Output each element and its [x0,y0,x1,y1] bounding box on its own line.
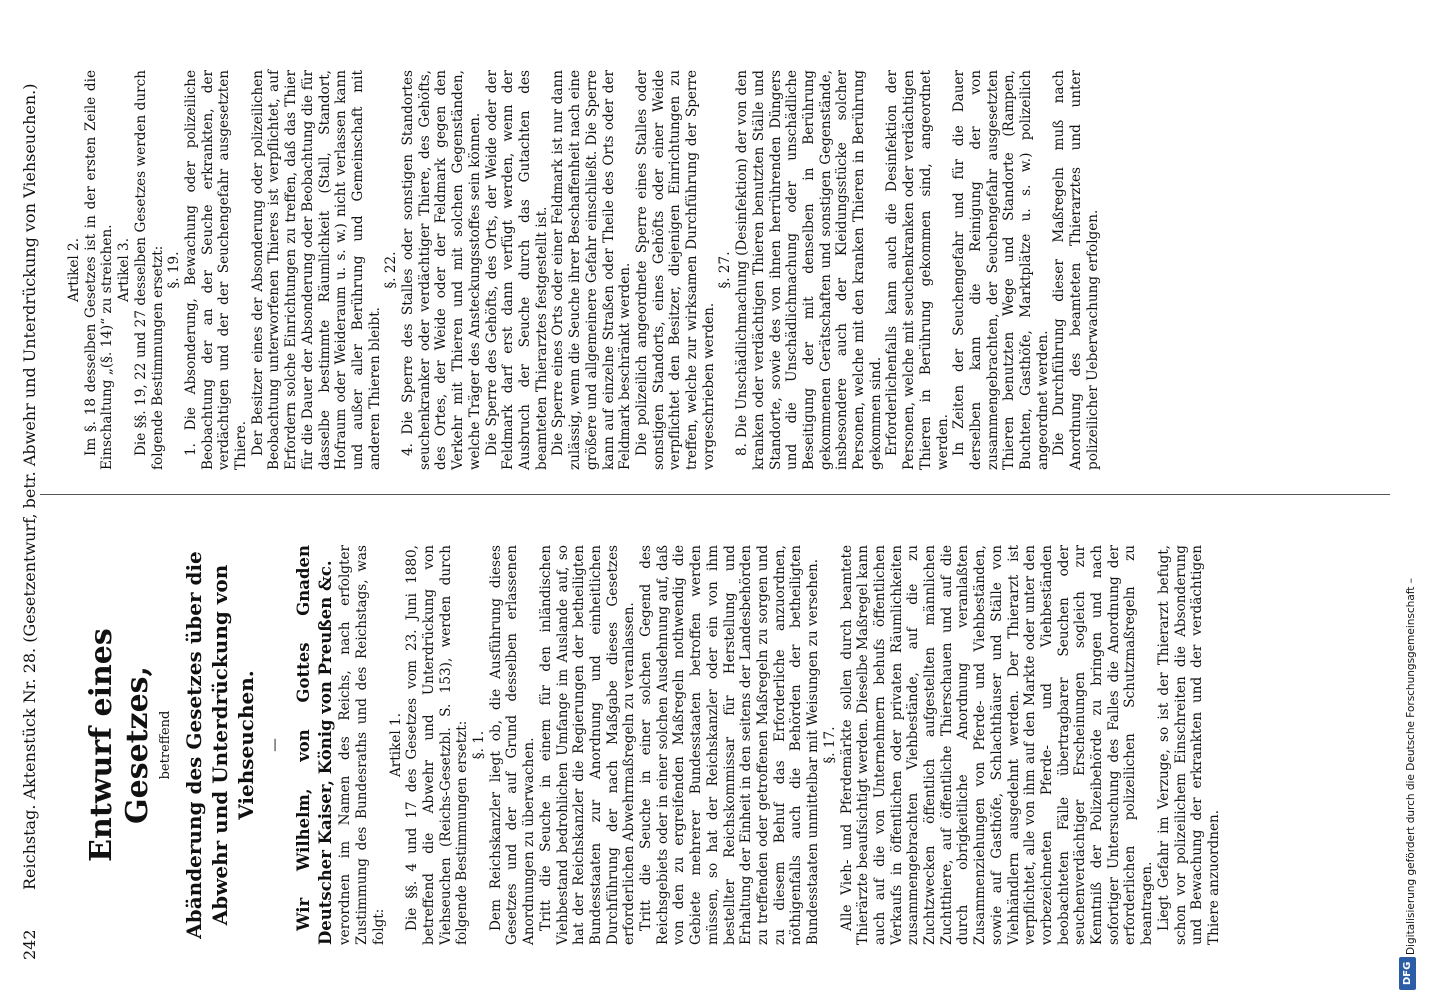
section-22-paragraph: Die Sperre des Gehöfts, des Orts, der Weide oder der Feldmark darf erst dann verfügt werden, wenn der Ausbruch der Seuche durch das Gutachten des beamteten Thierarztes festgestellt ist. [483,70,550,470]
left-column [66,545,1222,945]
section-17-paragraph: Alle Vieh- und Pferdemärkte sollen durch beamtete Thierärzte beaufsichtigt werden. Dieselbe Maßregel kann auch auf die von Unternehmern behufs öffentlichen Verkaufs in öffentlichen oder privaten Räumlichkeiten zusammengebrachten Viehbestände, auf die zu Zuchtzwecken öffentlich aufgestellten männlichen Zuchtthiere, auf öffentliche Thierschauen und auf die durch obrigkeitliche Anordnung veranlaßten Zusammenziehungen von Pferde- und Viehbeständen, sowie auf Gasthöfe, Schlachthäuser und Ställe von Viehhändlern ausgedehnt werden. Der Thierarzt ist verpflichtet, alle von ihm auf den Markte oder unter den vorbezeichneten Pferde- und Viehbeständen beobachteten Fälle übertragbarer Seuchen oder seuchenverdächtiger Erscheinungen sogleich zur Kenntniß der Polizeibehörde zu bringen und nach sofortiger Untersuchung des Falles die Anordnung der erforderlichen polizeilichen Schutzmaßregeln zu beantragen. [838,545,1156,945]
running-header [20,45,54,960]
article-3-text: Die §§. 19, 22 und 27 desselben Gesetzes werden durch folgende Bestimmungen ersetzt: [132,70,166,470]
section-17-heading: §. 17. [821,726,838,764]
article-1-text: Die §§. 4 und 17 des Gesetzes vom 23. Juni 1880, betreffend die Abwehr und Unterdrückung von Viehseuchen (Reichs-Gesetzbl. S. 153), werden durch folgende Bestimmungen ersetzt: [404,545,471,945]
right-column [66,70,1366,470]
document-title: Entwurf eines Gesetzes, [84,628,155,862]
section-19-heading: §. 19. [166,251,183,289]
credit-text: Digitalisierung gefördert durch die Deutsche Forschungsgemeinschaft – [1405,578,1417,955]
section-27-paragraph: Die Durchführung dieser Maßregeln muß nach Anordnung des beamteten Thierarztes und unter polizeilicher Ueberwachung erfolgen. [1051,70,1101,470]
article-1-heading: Artikel 1. [387,712,404,778]
article-2-text: Im §. 18 desselben Gesetzes ist in der ersten Zeile die Einschaltung „(§. 14)“ zu streichen. [82,70,116,470]
section-1-heading: §. 1. [471,730,488,760]
running-head-text: Reichstag. Aktenstück Nr. 28. (Gesetzentwurf, betr. Abwehr und Unterdrückung von Viehseuchen.) [20,83,39,890]
enacting-formula: Wir Wilhelm, von Gottes Gnaden Deutscher Kaiser, König von Preußen &c. [294,545,336,945]
section-1-paragraph: Dem Reichskanzler liegt ob, die Ausführung dieses Gesetzes und der auf Grund desselben erlassenen Anordnungen zu überwachen. [487,545,538,945]
betreffend-label: betreffend [158,710,173,780]
section-22-paragraph: Die Sperre eines Orts oder einer Feldmark ist nur dann zulässig, wenn die Seuche ihrer Beschaffenheit nach eine größere und allgemeinere Gefahr einschließt. Die Sperre kann auf einzelne Straßen oder Theile des Orts oder der Feldmark beschränkt werden. [550,70,634,470]
section-19-paragraph: 1. Die Absonderung, Bewachung oder polizeiliche Beobachtung der an der Seuche erkrankten, der verdächtigen und der der Seuchengefahr ausgesetzten Thiere. [182,70,250,470]
section-27-paragraph: In Zeiten der Seuchengefahr und für die Dauer derselben kann die Reinigung der von zusammengebrachten, der Seuchengefahr ausgesetzten Thieren benutzten Wege und Standorte (Rampen, Buchten, Gasthöfe, Marktplätze u. s. w.) polizeilich angeordnet werden. [951,70,1051,470]
article-3-heading: Artikel 3. [116,237,133,303]
dfg-logo: DFG [1399,957,1416,990]
document-subtitle: Abänderung des Gesetzes über die Abwehr und Unterdrückung von Viehseuchen. [181,551,258,939]
page-number: 242 [20,929,39,960]
section-19-paragraph: Der Besitzer eines der Absonderung oder polizeilichen Beobachtung unterworfenen Thieres ist verpflichtet, auf Erfordern solche Einrichtungen zu treffen, daß das Thier für die Dauer der Absonderung oder Beobachtung die für dasselbe bestimmte Räumlichkeit (Stall, Standort, Hofraum oder Weideraum u. s. w.) nicht verlassen kann und außer aller Berührung und Gemeinschaft mit anderen Thieren bleibt. [249,70,383,470]
section-22-heading: §. 22. [383,251,400,289]
section-27-paragraph: Erforderlichenfalls kann auch die Desinfektion der Personen, welche mit seuchenkranken oder verdächtigen Thieren in Berührung gekommen sind, angeordnet werden. [884,70,951,470]
section-17-paragraph: Liegt Gefahr im Verzuge, so ist der Thierarzt befugt, schon vor polizeilichem Einschreiten die Absonderung und Bewachung der erkrankten und der verdächtigen Thiere anzuordnen. [1155,545,1222,945]
article-2-heading: Artikel 2. [66,237,82,303]
section-22-paragraph: 4. Die Sperre des Stalles oder sonstigen Standortes seuchenkranker oder verdächtiger Thiere, des Gehöfts, des Ortes, der Weide oder der Feldmark gegen den Verkehr mit Thieren und mit solchen Gegenständen, welche Träger des Ansteckungsstoffes sein können. [400,70,483,470]
title-dash: — [266,738,283,752]
enacting-clause: verordnen im Namen des Reichs, nach erfolgter Zustimmung des Bundesraths und des Reichstags, was folgt: [337,545,387,945]
section-27-paragraph: 8. Die Unschädlichmachung (Desinfektion) der von den kranken oder verdächtigen Thieren benutzten Ställe und Standorte, sowie des von ihnen herrührenden Düngers und die Unschädlichmachung oder unschädliche Beseitigung der mit denselben in Berührung gekommenen Gerätschaften und sonstigen Gegenstände, insbesondere auch der Kleidungsstücke solcher Personen, welche mit den kranken Thieren in Berührung gekommen sind. [734,70,884,470]
column-divider [40,494,1390,495]
section-22-paragraph: Die polizeilich angeordnete Sperre eines Stalles oder sonstigen Standorts, eines Gehöfts oder einer Weide verpflichtet den Besitzer, diejenigen Einrichtungen zu treffen, welche zur wirksamen Durchführung der Sperre vorgeschrieben werden. [633,70,717,470]
section-1-paragraph: Tritt die Seuche in einem für den inländischen Viehbestand bedrohlichen Umfange im Auslande auf, so hat der Reichskanzler die Regierungen der betheiligten Bundesstaaten zur Anordnung und einheitlichen Durchführung der nach Maßgabe dieses Gesetzes erforderlichen Abwehrmaßregeln zu veranlassen. [537,545,638,945]
section-27-heading: §. 27. [717,251,734,289]
digitization-credit [1395,0,1432,1000]
section-1-paragraph: Tritt die Seuche in einer solchen Gegend des Reichsgebiets oder in einer solchen Ausdehnung auf, daß von den zu ergreifenden Maßregeln nothwendig die Gebiete mehrerer Bundesstaaten betroffen werden müssen, so hat der Reichskanzler oder ein von ihm bestellter Reichskommissar für Herstellung und Erhaltung der Einheit in den seitens der Landesbehörden zu treffenden oder getroffenen Maßregeln zu sorgen und zu diesem Behuf das Erforderliche anzuordnen, nöthigenfalls auch die Behörden der betheiligten Bundesstaaten unmittelbar mit Weisungen zu versehen. [638,545,822,945]
